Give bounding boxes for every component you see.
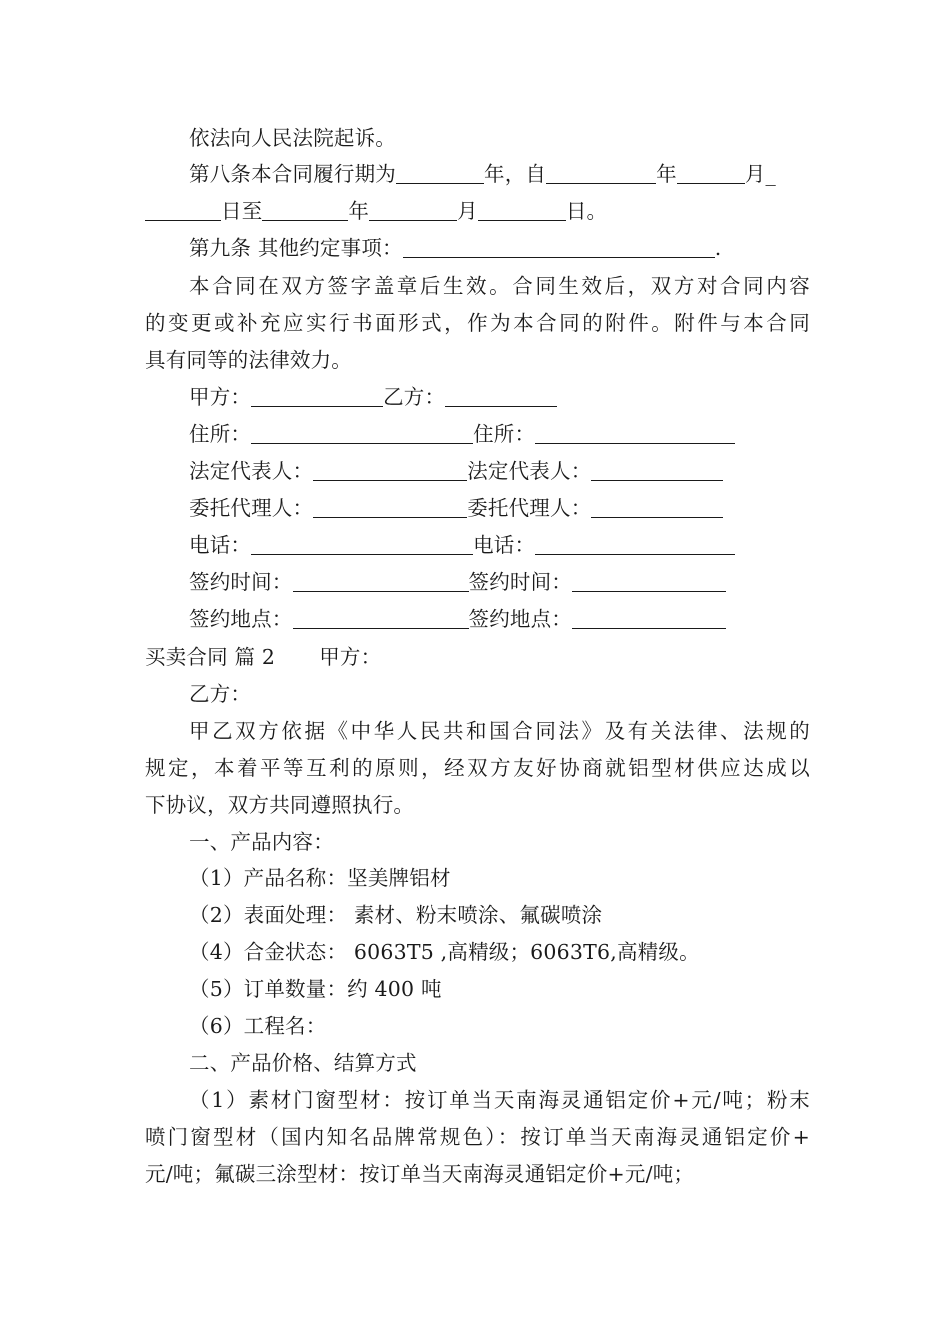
signature-agent-row [189,494,854,522]
sign-time-b-blank [572,571,726,592]
sign-time-a-label: 签约时间： [189,570,293,594]
blank-field [546,163,656,184]
party-a-blank [251,386,383,407]
contract2-header [145,643,810,671]
signature-party-row [189,383,854,411]
article-8-year-label: 年，自 [484,162,547,186]
section-1-heading: 一、产品内容： [189,830,334,854]
article-8-year3-label: 年 [348,199,370,223]
phone-b-blank [535,534,735,555]
sign-time-b-label: 签约时间： [468,570,572,594]
address-a-blank [251,423,473,444]
blank-field [145,200,221,221]
price-line1: （1）素材门窗型材：按订单当天南海灵通铝定价+元/吨；粉末 [189,1088,810,1112]
article-8-year2-label: 年 [656,162,677,186]
party-b-label: 乙方： [383,385,446,409]
phone-a-blank [251,534,473,555]
sign-place-b-blank [572,608,726,629]
effect-line3: 具有同等的法律效力。 [145,348,352,372]
party-a-label: 甲方： [189,385,252,409]
sign-time-a-blank [293,571,469,592]
contract2-party-b: 乙方： [189,682,252,706]
sign-place-a-blank [293,608,469,629]
blank-field [369,200,457,221]
agent-a-blank [313,497,467,518]
price-line2: 喷门窗型材（国内知名品牌常规色）：按订单当天南海灵通铝定价+ [145,1125,810,1149]
section-2-heading: 二、产品价格、结算方式 [189,1051,417,1075]
article-8-underscore: _ [765,162,776,186]
contract2-intro3: 下协议，双方共同遵照执行。 [145,793,415,817]
article-8-prefix: 第八条本合同履行期为 [189,162,396,186]
legal-rep-b-label: 法定代表人： [467,459,592,483]
contract2-intro1: 甲乙双方依据《中华人民共和国合同法》及有关法律、法规的 [189,719,810,743]
article-9 [189,234,854,262]
article-9-prefix: 第九条 其他约定事项： [189,236,403,260]
price-line3: 元/吨；氟碳三涂型材：按订单当天南海灵通铝定价+元/吨； [145,1162,695,1186]
item-product-name: （1）产品名称：坚美牌铝材 [189,866,451,890]
signature-legal-rep-row [189,457,854,485]
paragraph-lawsuit: 依法向人民法院起诉。 [189,126,396,150]
agent-b-blank [591,497,723,518]
legal-rep-a-label: 法定代表人： [189,459,314,483]
article-8-month2-label: 月 [457,199,478,223]
article-8-day-to-label: 日至 [221,199,263,223]
signature-time-row [189,568,854,596]
item-alloy-state: （4）合金状态： 6063T5 ,高精级；6063T6,高精级。 [189,940,700,964]
blank-field [403,237,715,258]
signature-place-row [189,605,854,633]
legal-rep-a-blank [313,460,467,481]
signature-address-row [189,420,854,448]
address-b-blank [535,423,735,444]
article-9-suffix: . [714,236,722,260]
effect-line1: 本合同在双方签字盖章后生效。合同生效后，双方对合同内容 [189,274,810,298]
agent-a-label: 委托代理人： [189,496,314,520]
article-8-line2 [145,197,810,225]
item-order-quantity: （5）订单数量：约 400 吨 [189,977,442,1001]
signature-phone-row [189,531,854,559]
blank-field [262,200,348,221]
contract2-title: 买卖合同 篇 2 [145,645,276,669]
agent-b-label: 委托代理人： [467,496,592,520]
blank-field [677,163,745,184]
item-project-name: （6）工程名： [189,1014,327,1038]
blank-field [478,200,566,221]
contract2-party-a: 甲方： [319,645,382,669]
contract2-intro2: 规定，本着平等互利的原则，经双方友好协商就铝型材供应达成以 [145,756,810,780]
item-surface-treatment: （2）表面处理： 素材、粉末喷涂、氟碳喷涂 [189,903,603,927]
article-8-month-label: 月 [744,162,766,186]
address-b-label: 住所： [473,422,536,446]
address-a-label: 住所： [189,422,252,446]
blank-field [396,163,484,184]
sign-place-a-label: 签约地点： [189,607,293,631]
phone-a-label: 电话： [189,533,252,557]
legal-rep-b-blank [591,460,723,481]
effect-line2: 的变更或补充应实行书面形式，作为本合同的附件。附件与本合同 [145,311,810,335]
sign-place-b-label: 签约地点： [468,607,572,631]
article-8-line1 [189,160,854,188]
article-8-day-end-label: 日。 [565,199,608,223]
party-b-blank [445,386,557,407]
phone-b-label: 电话： [473,533,536,557]
